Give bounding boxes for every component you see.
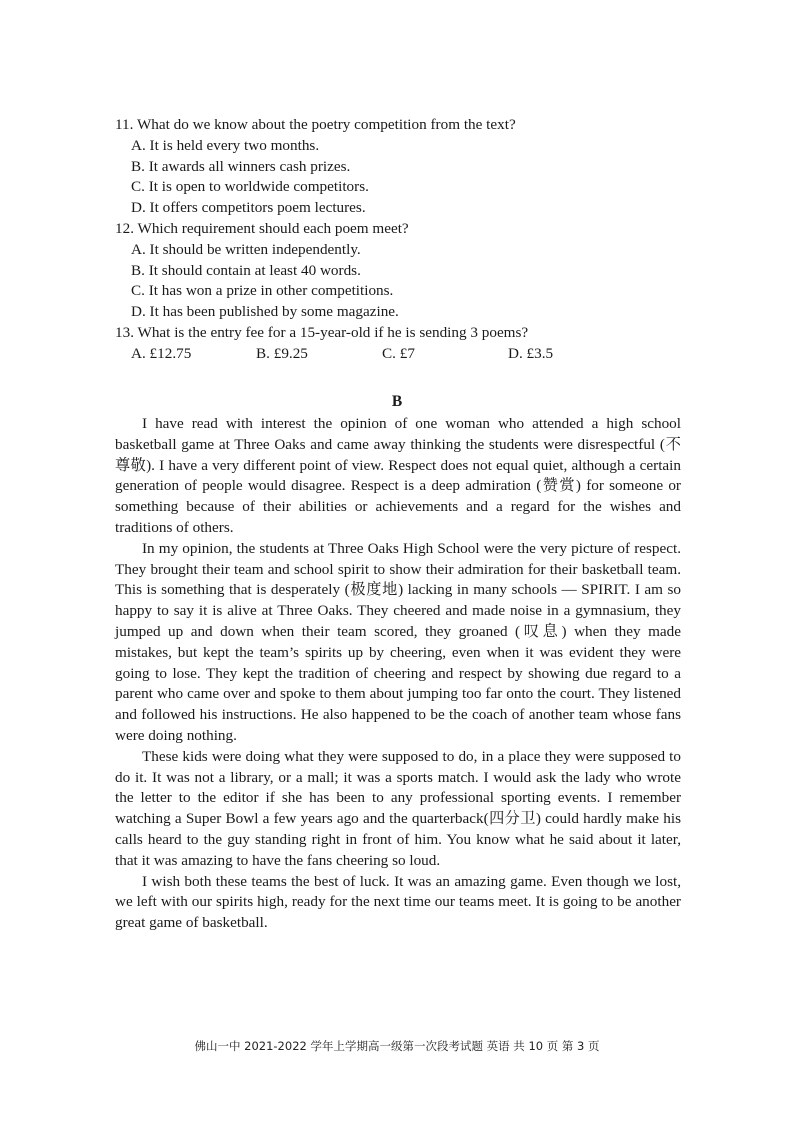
passage-paragraph-2: In my opinion, the students at Three Oaks High School were the very picture of respect. They brought their team and school spirit to show their admiration for their basketball team. This is something that is desperately (极度地) lacking in many schools — SPIRIT. I am so happy to say it is alive at Three Oaks. They cheered and made noise in a gymnasium, they jumped up and down when their team scored, they groaned (叹息) when they made mistakes, but kept the team’s spirits up by cheering, even when it was evident they were going to lose. They kept the tradition of cheering and respect by showing due regard to a parent who came over and spoke to them about jumping too far onto the court. They listened and followed his instructions. He also happened to be the coach of another team whose fans were doing nothing. bbox=[115, 539, 681, 744]
passage-paragraph-4: I wish both these teams the best of luck. It was an amazing game. Even though we lost, we left with our spirits high, ready for the next time our teams meet. It is going to be another great game of basketball. bbox=[115, 872, 681, 932]
reading-passage bbox=[115, 414, 681, 934]
question-13-stem: 13. What is the entry fee for a 15-year-old if he is sending 3 poems? bbox=[115, 323, 529, 341]
question-13-options bbox=[131, 344, 685, 365]
question-12-option-d: D. It has been published by some magazine. bbox=[131, 303, 399, 321]
question-13-option-c: C. £7 bbox=[382, 344, 415, 362]
question-13-option-b: B. £9.25 bbox=[256, 344, 308, 362]
page-footer: 佛山一中 2021-2022 学年上学期高一级第一次段考试题 英语 共 10 页 第 3 页 bbox=[194, 1039, 600, 1053]
question-12-option-c: C. It has won a prize in other competitions. bbox=[131, 282, 394, 300]
question-11-option-a: A. It is held every two months. bbox=[131, 136, 320, 154]
question-13-option-d: D. £3.5 bbox=[508, 344, 554, 362]
question-11-stem: 11. What do we know about the poetry competition from the text? bbox=[115, 116, 516, 133]
question-12-stem: 12. Which requirement should each poem meet? bbox=[115, 219, 409, 237]
question-11-option-c: C. It is open to worldwide competitors. bbox=[131, 178, 369, 196]
question-13-option-a: A. £12.75 bbox=[131, 344, 192, 362]
question-12-option-a: A. It should be written independently. bbox=[131, 240, 361, 258]
question-12-option-b: B. It should contain at least 40 words. bbox=[131, 261, 361, 279]
question-11-option-d: D. It offers competitors poem lectures. bbox=[131, 199, 366, 217]
passage-paragraph-1: I have read with interest the opinion of one woman who attended a high school basketball game at Three Oaks and came away thinking the students were disrespectful (不尊敬). I have a very different point of view. Respect does not equal quiet, although a certain generation of people would disagree. Respect is a deep admiration (赞赏) for someone or something because of their abilities or achievements and a regard for the wishes and traditions of others. bbox=[115, 415, 681, 536]
passage-paragraph-3: These kids were doing what they were supposed to do, in a place they were supposed to do it. It was not a library, or a mall; it was a sports match. I would ask the lady who wrote the letter to the editor if she has been to any professional sporting events. I remember watching a Super Bowl a few years ago and the quarterback(四分卫) could hardly make his calls heard to the guy standing right in front of him. You know what he said about it later, that it was amazing to have the fans cheering so loud. bbox=[115, 747, 681, 869]
section-title: B bbox=[391, 393, 403, 410]
question-list bbox=[115, 115, 685, 365]
question-11-option-b: B. It awards all winners cash prizes. bbox=[131, 157, 351, 175]
